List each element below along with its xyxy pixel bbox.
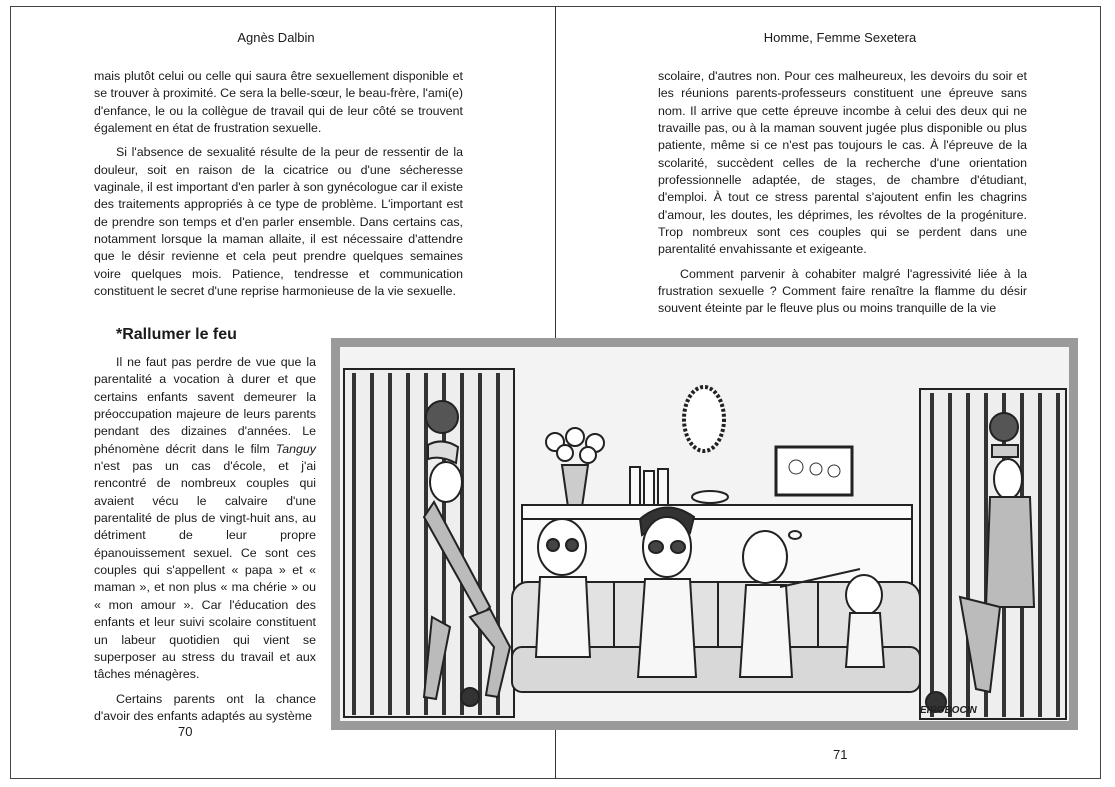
left-text-top <box>94 68 463 300</box>
left-page-number: 70 <box>178 724 193 739</box>
film-title: Tanguy <box>275 441 316 456</box>
left-running-header: Agnès Dalbin <box>237 30 315 45</box>
right-paragraph-1: scolaire, d'autres non. Pour ces malheureux, les devoirs du soir et les réunions parents-professeurs constituent une épreuve sans nom. Il arrive que cette épreuve incombe à celui des deux qui ne travaille pas, ou à la maman souvent jugée plus disponible ou plus patiente, même si ce n'est pas toujours le cas. À l'épreuve de la scolarité, succèdent celles de la recherche d'une orientation professionnelle adaptée, de stages, de chambre d'étudiant, d'emploi. À tout ce stress parental s'ajoutent enfin les chagrins d'amour, les doutes, les déprimes, les révoltes de la progéniture. Trop nombreux sont ces couples qui se perdent dans une parentalité envahissante et exigeante. <box>658 69 1027 257</box>
thought-scribble-right <box>990 413 1018 441</box>
teen-figure <box>638 507 696 677</box>
wall-mirror <box>684 387 724 451</box>
artist-signature: EIROBOCIN <box>920 705 977 716</box>
left-paragraph-3 <box>94 354 316 684</box>
left-paragraph-1: mais plutôt celui ou celle qui saura être sexuellement disponible et se trouver à proximité. Ce sera la belle-sœur, le beau-frère, l'ami(e) d'enfance, le ou la collègue de travail qui de leur côté se trouvent également en état de frustration sexuelle. <box>94 69 463 136</box>
baby-figure <box>846 575 884 667</box>
family-photo-frame <box>776 447 852 495</box>
left-text-column <box>94 354 316 725</box>
paragraph-3-part-1: Il ne faut pas perdre de vue que la parentalité a vocation à durer et que certains enfants savent demeurer la préoccupation majeure de leurs parents pendant des dizaines d'années. Le phénomène décrit dans le film <box>94 355 316 456</box>
boy-figure <box>536 519 590 657</box>
left-paragraph-4: Certains parents ont la chance d'avoir des enfants adaptés au système <box>94 691 316 723</box>
right-running-header: Homme, Femme Sexetera <box>763 30 917 45</box>
thought-scribble-left <box>426 401 458 433</box>
left-paragraph-2: Si l'absence de sexualité résulte de la peur de ressentir de la douleur, soit en raison de la cicatrice ou d'une sécheresse vaginale, il est important d'en parler à son gynécologue car il existe des traitements appropriés à ce type de problème. L'important est de prendre son temps et d'en parler ensemble. Dans certains cas, notamment lorsque la maman allaite, il est nécessaire d'attendre que le désir revienne et cela peut prendre quelques semaines voire quelques mois. Patience, tendresse et communication constituent le secret d'une reprise harmonieuse de la vie sexuelle. <box>94 145 463 299</box>
right-page-number: 71 <box>833 747 848 762</box>
right-text-top <box>658 68 1027 318</box>
section-heading: *Rallumer le feu <box>116 326 237 343</box>
paragraph-3-part-2: n'est pas un cas d'école, et j'ai rencontré de nombreux couples qui avaient vécu le calvaire d'une parentalité de plus de vingt-huit ans, au détriment de leur propre épanouissement sexuel. Ce sont ces couples qui s'appellent « papa » et « maman », et non plus « ma chérie » ou « mon amour ». Car l'éducation des enfants et leur suivi scolaire constituent un labeur quotidien qui vient se superposer au stress du travail et aux tâches ménagères. <box>94 459 316 682</box>
cartoon-drawing <box>340 347 1069 721</box>
ball-and-chain-left <box>461 688 479 706</box>
right-paragraph-2: Comment parvenir à cohabiter malgré l'agressivité liée à la frustration sexuelle ? Comment faire renaître la flamme du désir souvent éteinte par le fleuve plus ou moins tranquille de la vie <box>658 266 1027 316</box>
cartoon-illustration <box>331 338 1078 730</box>
